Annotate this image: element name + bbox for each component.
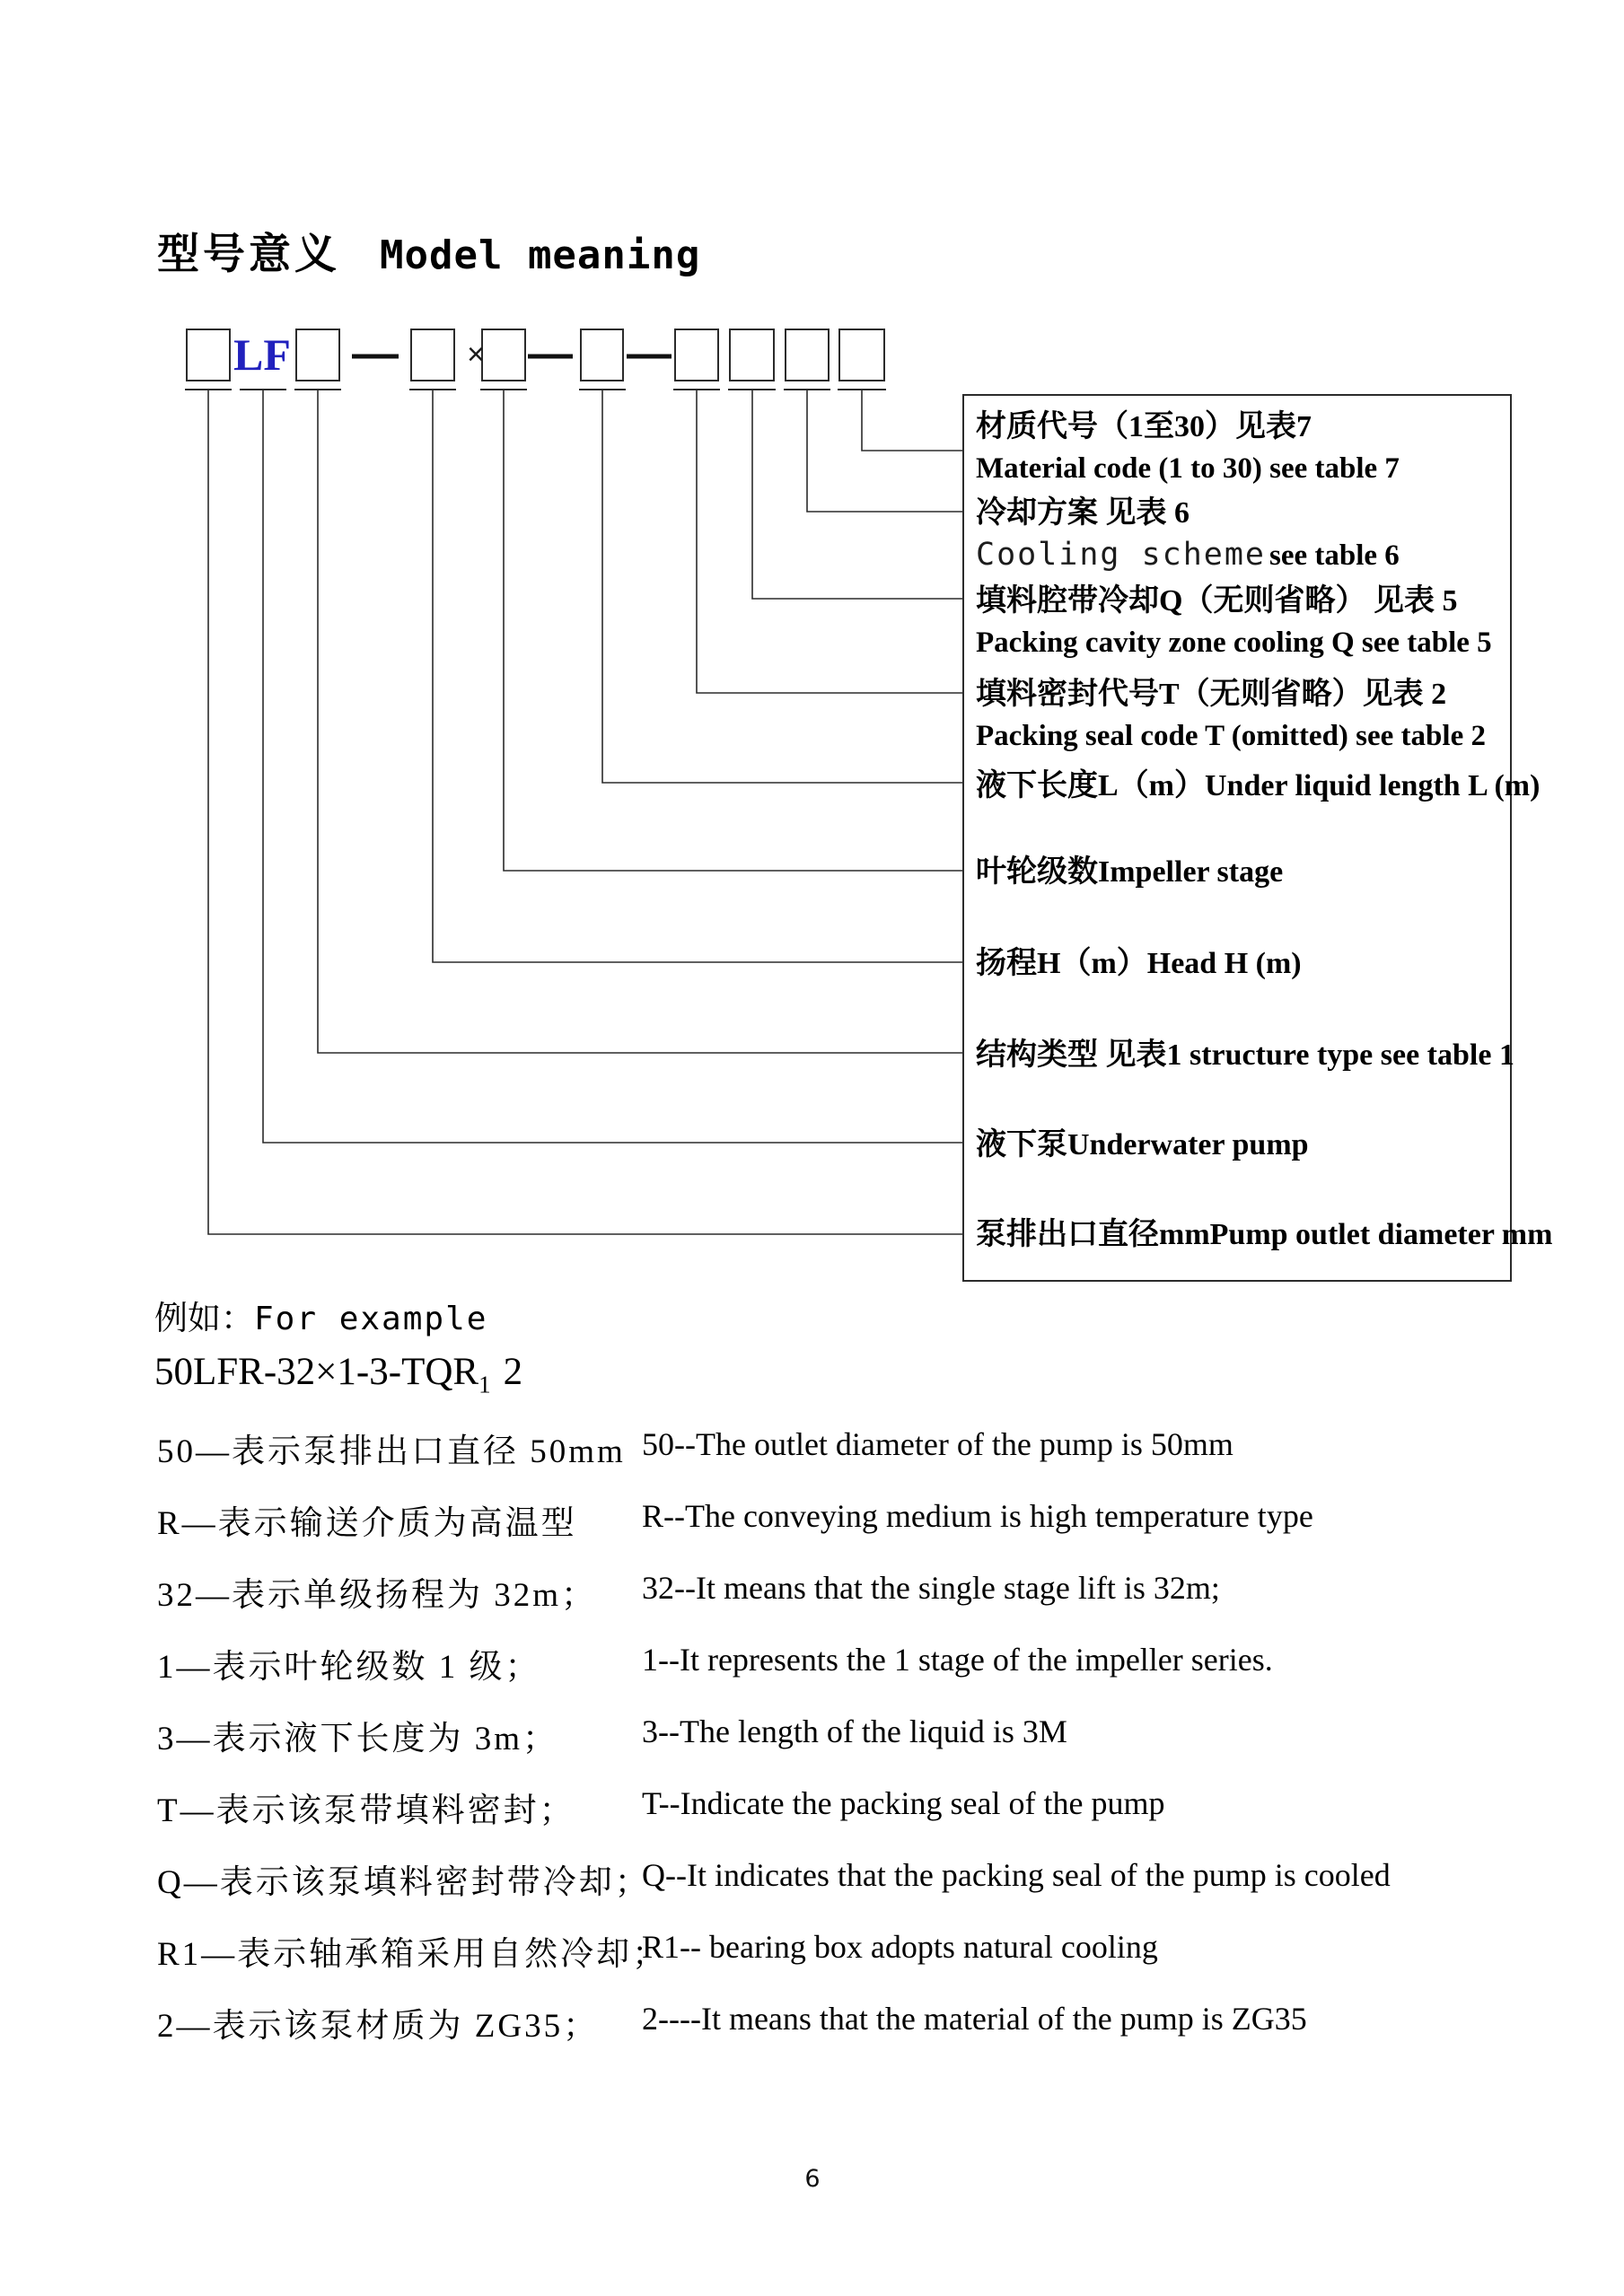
- model-code-subscript: 1: [478, 1371, 491, 1398]
- model-box-1: [187, 329, 230, 381]
- example-row: 2—表示该泵材质为 ZG35； 2----It means that the material of the pump is ZG35: [157, 2001, 1307, 2045]
- page-title-en: Model meaning: [380, 232, 701, 278]
- example-row: R—表示输送介质为高温型 R--The conveying medium is high temperature type: [157, 1498, 1313, 1542]
- label-packing-cavity-cooling: 填料腔带冷却Q（无则省略） 见表 5 Packing cavity zone cooling Q see table 5: [976, 584, 1492, 659]
- model-box-6: [675, 329, 718, 381]
- example-model-code: $50LFR-32\times 1-3-TQR_1$ 2: [154, 1351, 523, 1398]
- label-head: 扬程H（m）Head H (m): [976, 947, 1302, 980]
- model-box-7: [730, 329, 774, 381]
- example-row: 3—表示液下长度为 3m； 3--The length of the liquid is 3M: [157, 1713, 1067, 1757]
- model-box-3: [411, 329, 454, 381]
- example-row: Q—表示该泵填料密封带冷却； Q--It indicates that the packing seal of the pump is cooled: [157, 1857, 1391, 1901]
- page-title-cjk: 型号意义: [157, 230, 340, 277]
- example-row: 50—表示泵排出口直径 50mm 50--The outlet diameter of the pump is 50mm: [157, 1426, 1233, 1470]
- label-packing-seal-code: 填料密封代号T（无则省略）见表 2 Packing seal code T (omitted) see table 2: [976, 678, 1486, 752]
- label-pump-outlet-diameter: 泵排出口直径mmPump outlet diameter mm: [976, 1218, 1553, 1251]
- example-row: T—表示该泵带填料密封； T--Indicate the packing seal of the pump: [157, 1785, 1165, 1829]
- multiply-symbol: ×: [467, 337, 485, 372]
- label-cooling-scheme: 冷却方案 见表 6 Cooling scheme see table 6: [976, 496, 1400, 573]
- example-row: 1—表示叶轮级数 1 级； 1--It represents the 1 stage of the impeller series.: [157, 1642, 1273, 1686]
- page-number: 6: [804, 2165, 821, 2193]
- model-prefix-lf: LF: [233, 329, 291, 380]
- connector-lines: [208, 390, 963, 1234]
- model-box-9: [839, 329, 884, 381]
- label-material-code: 材质代号（1至30）见表7 Material code (1 to 30) see table 7: [976, 410, 1400, 485]
- model-box-2: [296, 329, 339, 381]
- model-box-5: [581, 329, 623, 381]
- example-intro: 例如：For example: [154, 1301, 488, 1337]
- label-structure-type: 结构类型 见表1 structure type see table 1: [976, 1038, 1514, 1072]
- example-row: R1—表示轴承箱采用自然冷却； R1-- bearing box adopts natural cooling: [157, 1929, 1158, 1973]
- model-box-8: [786, 329, 829, 381]
- label-impeller-stage: 叶轮级数Impeller stage: [976, 855, 1284, 889]
- label-underwater-pump: 液下泵Underwater pump: [976, 1128, 1309, 1161]
- label-under-liquid-length: 液下长度L（m）Under liquid length L (m): [976, 769, 1541, 802]
- example-row: 32—表示单级扬程为 32m； 32--It means that the single stage lift is 32m;: [157, 1570, 1220, 1614]
